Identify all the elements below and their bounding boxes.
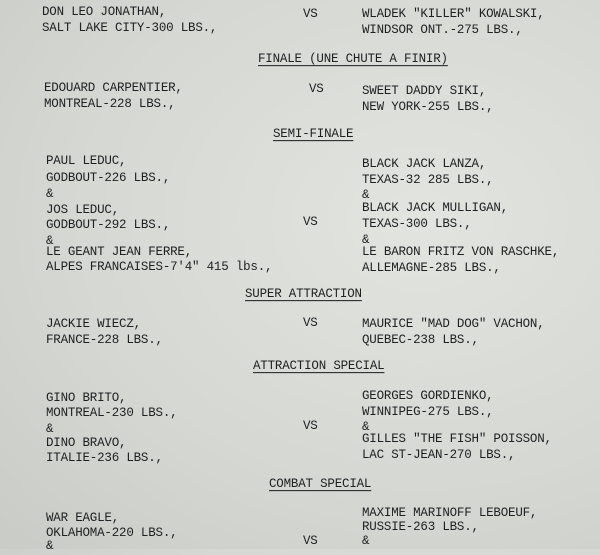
bout-heading: COMBAT SPECIAL bbox=[269, 476, 372, 492]
wrestler-origin-weight: GODBOUT-226 LBS., bbox=[46, 170, 171, 186]
wrestler-name: JOS LEDUC, bbox=[46, 202, 120, 218]
wrestler-name: WLADEK "KILLER" KOWALSKI, bbox=[362, 6, 545, 22]
bout-heading: ATTRACTION SPECIAL bbox=[253, 358, 385, 374]
wrestler-name: MAXIME MARINOFF LEBOEUF, bbox=[362, 505, 538, 521]
bout-heading: SEMI-FINALE bbox=[273, 126, 354, 142]
wrestler-name: BLACK JACK LANZA, bbox=[362, 156, 487, 172]
wrestler-name: LE GEANT JEAN FERRE, bbox=[46, 244, 193, 260]
tag-team-ampersand: & bbox=[362, 232, 370, 248]
versus-label: VS bbox=[303, 533, 318, 549]
wrestler-origin-weight: SALT LAKE CITY-300 LBS., bbox=[42, 20, 218, 36]
versus-label: VS bbox=[303, 315, 318, 331]
wrestler-name: GINO BRITO, bbox=[46, 390, 127, 406]
wrestler-origin-weight: QUEBEC-238 LBS., bbox=[362, 332, 479, 348]
wrestler-name: MAURICE "MAD DOG" VACHON, bbox=[362, 316, 545, 332]
wrestler-origin-weight: WINDSOR ONT.-275 LBS., bbox=[362, 22, 523, 38]
wrestler-name: GILLES "THE FISH" POISSON, bbox=[362, 431, 552, 447]
versus-label: VS bbox=[303, 6, 318, 22]
wrestler-name: WAR EAGLE, bbox=[46, 510, 120, 526]
wrestler-name: LE BARON FRITZ VON RASCHKE, bbox=[362, 244, 560, 260]
bout-heading: SUPER ATTRACTION bbox=[245, 286, 362, 302]
bout-heading: FINALE (UNE CHUTE A FINIR) bbox=[258, 51, 448, 67]
wrestler-name: DINO BRAVO, bbox=[46, 435, 127, 451]
versus-label: VS bbox=[303, 418, 318, 434]
wrestler-name: GEORGES GORDIENKO, bbox=[362, 388, 494, 404]
tag-team-ampersand: & bbox=[362, 187, 370, 203]
versus-label: VS bbox=[303, 214, 318, 230]
wrestler-name: SWEET DADDY SIKI, bbox=[362, 83, 487, 99]
wrestler-origin-weight: MONTREAL-230 LBS., bbox=[46, 405, 178, 421]
tag-team-ampersand: & bbox=[362, 533, 370, 549]
wrestler-origin-weight: ALLEMAGNE-285 LBS., bbox=[362, 260, 501, 276]
wrestler-origin-weight: LAC ST-JEAN-270 LBS., bbox=[362, 447, 516, 463]
wrestler-origin-weight: GODBOUT-292 LBS., bbox=[46, 217, 171, 233]
tag-team-ampersand: & bbox=[362, 419, 370, 435]
wrestler-name: EDOUARD CARPENTIER, bbox=[44, 80, 183, 96]
tag-team-ampersand: & bbox=[46, 233, 54, 249]
tag-team-ampersand: & bbox=[46, 186, 54, 202]
wrestler-origin-weight: ITALIE-236 LBS., bbox=[46, 450, 163, 466]
wrestler-origin-weight: RUSSIE-263 LBS., bbox=[362, 519, 479, 535]
wrestler-origin-weight: ALPES FRANCAISES-7'4" 415 lbs., bbox=[46, 259, 273, 275]
wrestler-name: DON LEO JONATHAN, bbox=[42, 4, 167, 20]
wrestler-origin-weight: WINNIPEG-275 LBS., bbox=[362, 404, 494, 420]
tag-team-ampersand: & bbox=[46, 421, 54, 437]
wrestler-name: JACKIE WIECZ, bbox=[46, 316, 141, 332]
wrestler-origin-weight: FRANCE-228 LBS., bbox=[46, 332, 163, 348]
wrestler-origin-weight: OKLAHOMA-220 LBS., bbox=[46, 525, 178, 541]
wrestler-name: PAUL LEDUC, bbox=[46, 153, 127, 169]
wrestler-origin-weight: MONTREAL-228 LBS., bbox=[44, 96, 176, 112]
versus-label: VS bbox=[309, 81, 324, 97]
wrestler-name: BLACK JACK MULLIGAN, bbox=[362, 200, 509, 216]
tag-team-ampersand: & bbox=[46, 538, 54, 554]
wrestler-origin-weight: TEXAS-300 LBS., bbox=[362, 216, 472, 232]
wrestler-origin-weight: NEW YORK-255 LBS., bbox=[362, 99, 494, 115]
wrestler-origin-weight: TEXAS-32 285 LBS., bbox=[362, 172, 494, 188]
